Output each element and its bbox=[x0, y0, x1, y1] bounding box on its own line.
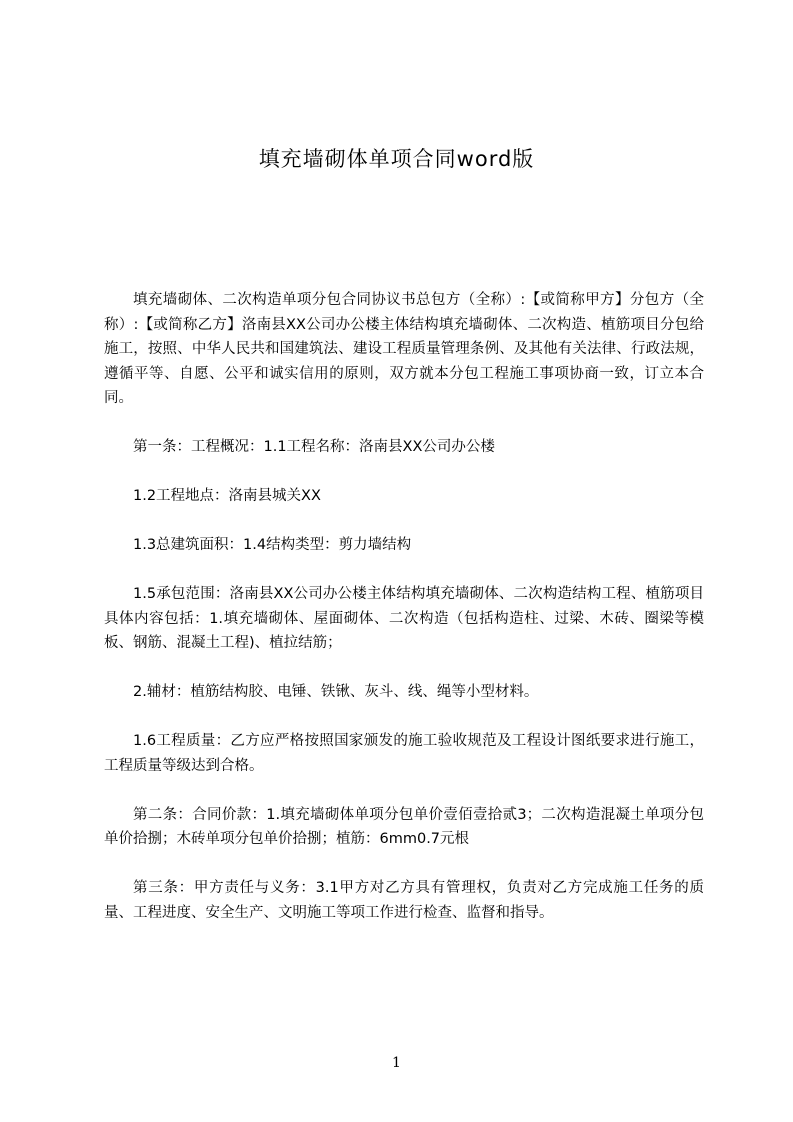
paragraph-contract-scope: 1.5承包范围：洛南县XX公司办公楼主体结构填充墙砌体、二次构造结构工程、植筋项目具体内容包括：1.填充墙砌体、屋面砌体、二次构造（包括构造柱、过梁、木砖、圈梁等模板、钢筋、混凝土工程)、植拉结筋； bbox=[104, 586, 704, 651]
document-title: 填充墙砌体单项合同word版 bbox=[258, 147, 535, 171]
paragraph-building-area-structure: 1.3总建筑面积：1.4结构类型：剪力墙结构 bbox=[133, 537, 412, 553]
document-body bbox=[104, 288, 704, 950]
paragraph-project-quality: 1.6工程质量：乙方应严格按照国家颁发的施工验收规范及工程设计图纸要求进行施工，工程质量等级达到合格。 bbox=[104, 733, 704, 774]
paragraph-article-3-party-a-duties: 第三条：甲方责任与义务：3.1甲方对乙方具有管理权，负责对乙方完成施工任务的质量、工程进度、安全生产、文明施工等项工作进行检查、监督和指导。 bbox=[104, 880, 704, 921]
paragraph-project-location: 1.2工程地点：洛南县城关XX bbox=[133, 488, 321, 504]
paragraph-auxiliary-materials: 2.辅材：植筋结构胶、电锤、铁锹、灰斗、线、绳等小型材料。 bbox=[133, 684, 539, 700]
paragraph-article-1-project-name: 第一条：工程概况：1.1工程名称：洛南县XX公司办公楼 bbox=[133, 439, 495, 455]
page-number: 1 bbox=[392, 1055, 401, 1071]
paragraph-article-2-contract-price: 第二条：合同价款：1.填充墙砌体单项分包单价壹佰壹拾贰3；二次构造混凝土单项分包单价拾捌；木砖单项分包单价拾捌；植筋：6mm0.7元根 bbox=[104, 806, 704, 847]
paragraph-preamble: 填充墙砌体、二次构造单项分包合同协议书总包方（全称）:【或简称甲方】分包方（全称）:【或简称乙方】洛南县XX公司办公楼主体结构填充墙砌体、二次构造、植筋项目分包给施工，按照、中华人民共和国建筑法、建设工程质量管理条例、及其他有关法律、行政法规，遵循平等、自愿、公平和诚实信用的原则，双方就本分包工程施工事项协商一致，订立本合同。 bbox=[104, 292, 704, 406]
